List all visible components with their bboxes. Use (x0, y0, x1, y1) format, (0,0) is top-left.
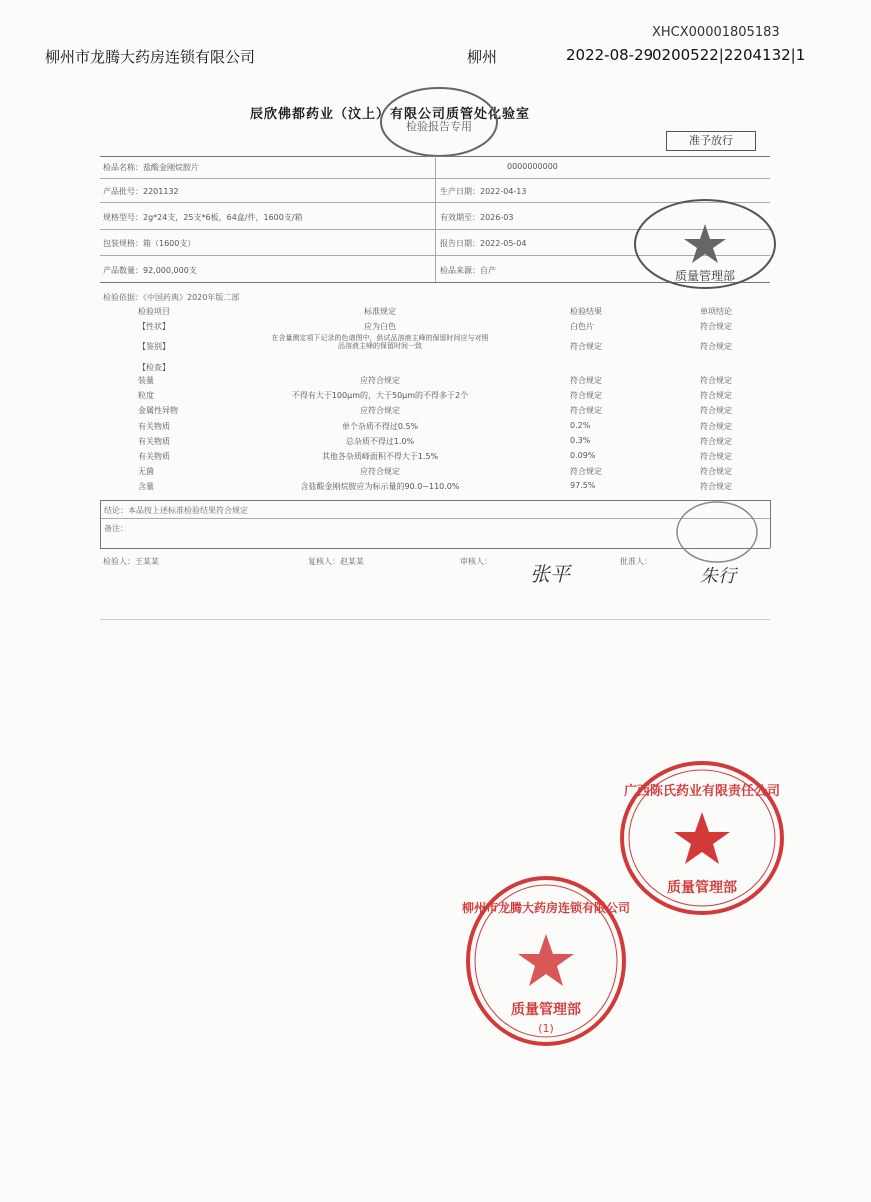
doc-codes: 0200522|2204132|1 (652, 46, 806, 64)
row-conclusion: 符合规定 (700, 422, 732, 431)
table-row (100, 321, 770, 335)
row-result: 0.3% (570, 436, 591, 445)
row-conclusion: 符合规定 (700, 391, 732, 400)
row-result: 0.09% (570, 451, 596, 460)
code-right: 0000000000 (507, 162, 558, 171)
doc-date: 2022-08-29 (566, 46, 654, 64)
city: 柳州 (467, 48, 498, 66)
row-item: 含量 (138, 482, 154, 491)
row-item: 【性状】 (138, 322, 170, 331)
svg-text:广西陈氏药业有限责任公司: 广西陈氏药业有限责任公司 (623, 784, 781, 799)
row-result: 97.5% (570, 481, 596, 490)
auditor: 审核人： (460, 557, 492, 566)
row-conclusion: 符合规定 (700, 467, 732, 476)
row-item: 【检查】 (138, 363, 170, 372)
row-standard: 不得有大于100μm的，大于50μm的不得多于2个 (291, 391, 469, 400)
row-standard: 应符合规定 (360, 376, 400, 385)
table-header (100, 306, 770, 320)
report-title: 辰欣佛都药业（汶上）有限公司质管处化验室 (250, 107, 531, 122)
row-item: 装量 (138, 376, 154, 385)
spec: 规格型号：2g*24支，25支*6板，64盒/件，1600支/箱 (103, 213, 303, 222)
row-result: 符合规定 (570, 391, 602, 400)
row-conclusion: 符合规定 (700, 322, 732, 331)
batch-number: 产品批号：2201132 (103, 187, 179, 196)
table-row (100, 405, 770, 419)
conclusion: 结论：本品按上述标准检验结果符合规定 (104, 506, 248, 515)
col-standard: 标准规定 (364, 307, 396, 316)
row-standard: 应符合规定 (360, 406, 400, 415)
row-item: 无菌 (138, 467, 154, 476)
valid-until: 有效期至：2026-03 (440, 213, 514, 222)
row-conclusion: 符合规定 (700, 376, 732, 385)
row-standard: 单个杂质不得过0.5% (341, 422, 419, 431)
row-standard: 总杂质不得过1.0% (345, 437, 415, 446)
table-row (100, 481, 770, 495)
red-stamp-pharmacy (462, 872, 630, 1050)
reviewer: 复核人：赵某某 (308, 557, 364, 566)
row-result: 符合规定 (570, 342, 602, 351)
approver-stamp (672, 496, 762, 568)
remark: 备注： (104, 524, 128, 533)
approver-signature: 朱行 (700, 566, 736, 587)
doc-number: XHCX00001805183 (652, 25, 780, 40)
row-standard: 应为白色 (364, 322, 396, 331)
col-conclusion: 单项结论 (700, 307, 732, 316)
table-row (100, 421, 770, 435)
row-result: 符合规定 (570, 406, 602, 415)
row-item: 有关物质 (138, 422, 170, 431)
table-row (100, 390, 770, 404)
row-standard: 应符合规定 (360, 467, 400, 476)
quality-stamp-grey (630, 196, 780, 292)
result-badge: 准予放行 (666, 131, 756, 151)
row-conclusion: 符合规定 (700, 437, 732, 446)
row-result: 符合规定 (570, 467, 602, 476)
auditor-signature: 张平 (530, 562, 570, 586)
approver: 批准人： (620, 557, 652, 566)
svg-text:柳州市龙腾大药房连锁有限公司: 柳州市龙腾大药房连锁有限公司 (462, 901, 630, 915)
svg-text:质量管理部: 质量管理部 (511, 1002, 581, 1018)
row-standard: 在含量测定项下记录的色谱图中，供试品溶液主峰的保留时间应与对照品溶液主峰的保留时间一致 (271, 334, 489, 350)
col-item: 检验项目 (138, 307, 170, 316)
row-standard: 含盐酸金刚烷胺应为标示量的90.0~110.0% (300, 482, 460, 491)
row-result: 0.2% (570, 421, 591, 430)
row-conclusion: 符合规定 (700, 482, 732, 491)
row-conclusion: 符合规定 (700, 342, 732, 351)
inspection-basis: 检验依据：《中国药典》2020年版二部 (103, 293, 240, 302)
row-item: 有关物质 (138, 437, 170, 446)
row-item: 金属性异物 (138, 406, 178, 415)
quantity: 产品数量：92,000,000支 (103, 266, 197, 275)
package: 包装规格：箱（1600支） (103, 239, 196, 248)
row-standard: 其他各杂质峰面积不得大于1.5% (321, 452, 439, 461)
production-date: 生产日期：2022-04-13 (440, 187, 527, 196)
product-name: 检品名称：盐酸金刚烷胺片 (103, 163, 199, 172)
table-row (100, 436, 770, 450)
svg-text:检验报告专用: 检验报告专用 (406, 120, 472, 133)
red-stamp-supplier (616, 757, 788, 919)
row-item: 【鉴别】 (138, 342, 170, 351)
table-row (100, 362, 770, 376)
table-row (100, 451, 770, 465)
table-row (100, 334, 770, 360)
row-item: 有关物质 (138, 452, 170, 461)
col-result: 检验结果 (570, 307, 602, 316)
row-conclusion: 符合规定 (700, 406, 732, 415)
svg-text:质量管理部: 质量管理部 (674, 269, 736, 283)
sample-source: 检品来源：自产 (440, 266, 496, 275)
report-date: 报告日期：2022-05-04 (440, 239, 527, 248)
lab-stamp (374, 82, 504, 162)
row-conclusion: 符合规定 (700, 452, 732, 461)
company-name: 柳州市龙腾大药房连锁有限公司 (45, 48, 256, 66)
inspector: 检验人：王某某 (103, 557, 159, 566)
table-row (100, 375, 770, 389)
svg-text:(1): (1) (538, 1022, 554, 1035)
svg-text:质量管理部: 质量管理部 (667, 880, 737, 896)
row-result: 符合规定 (570, 376, 602, 385)
row-result: 白色片 (570, 322, 594, 331)
row-item: 粒度 (138, 391, 154, 400)
table-row (100, 466, 770, 480)
